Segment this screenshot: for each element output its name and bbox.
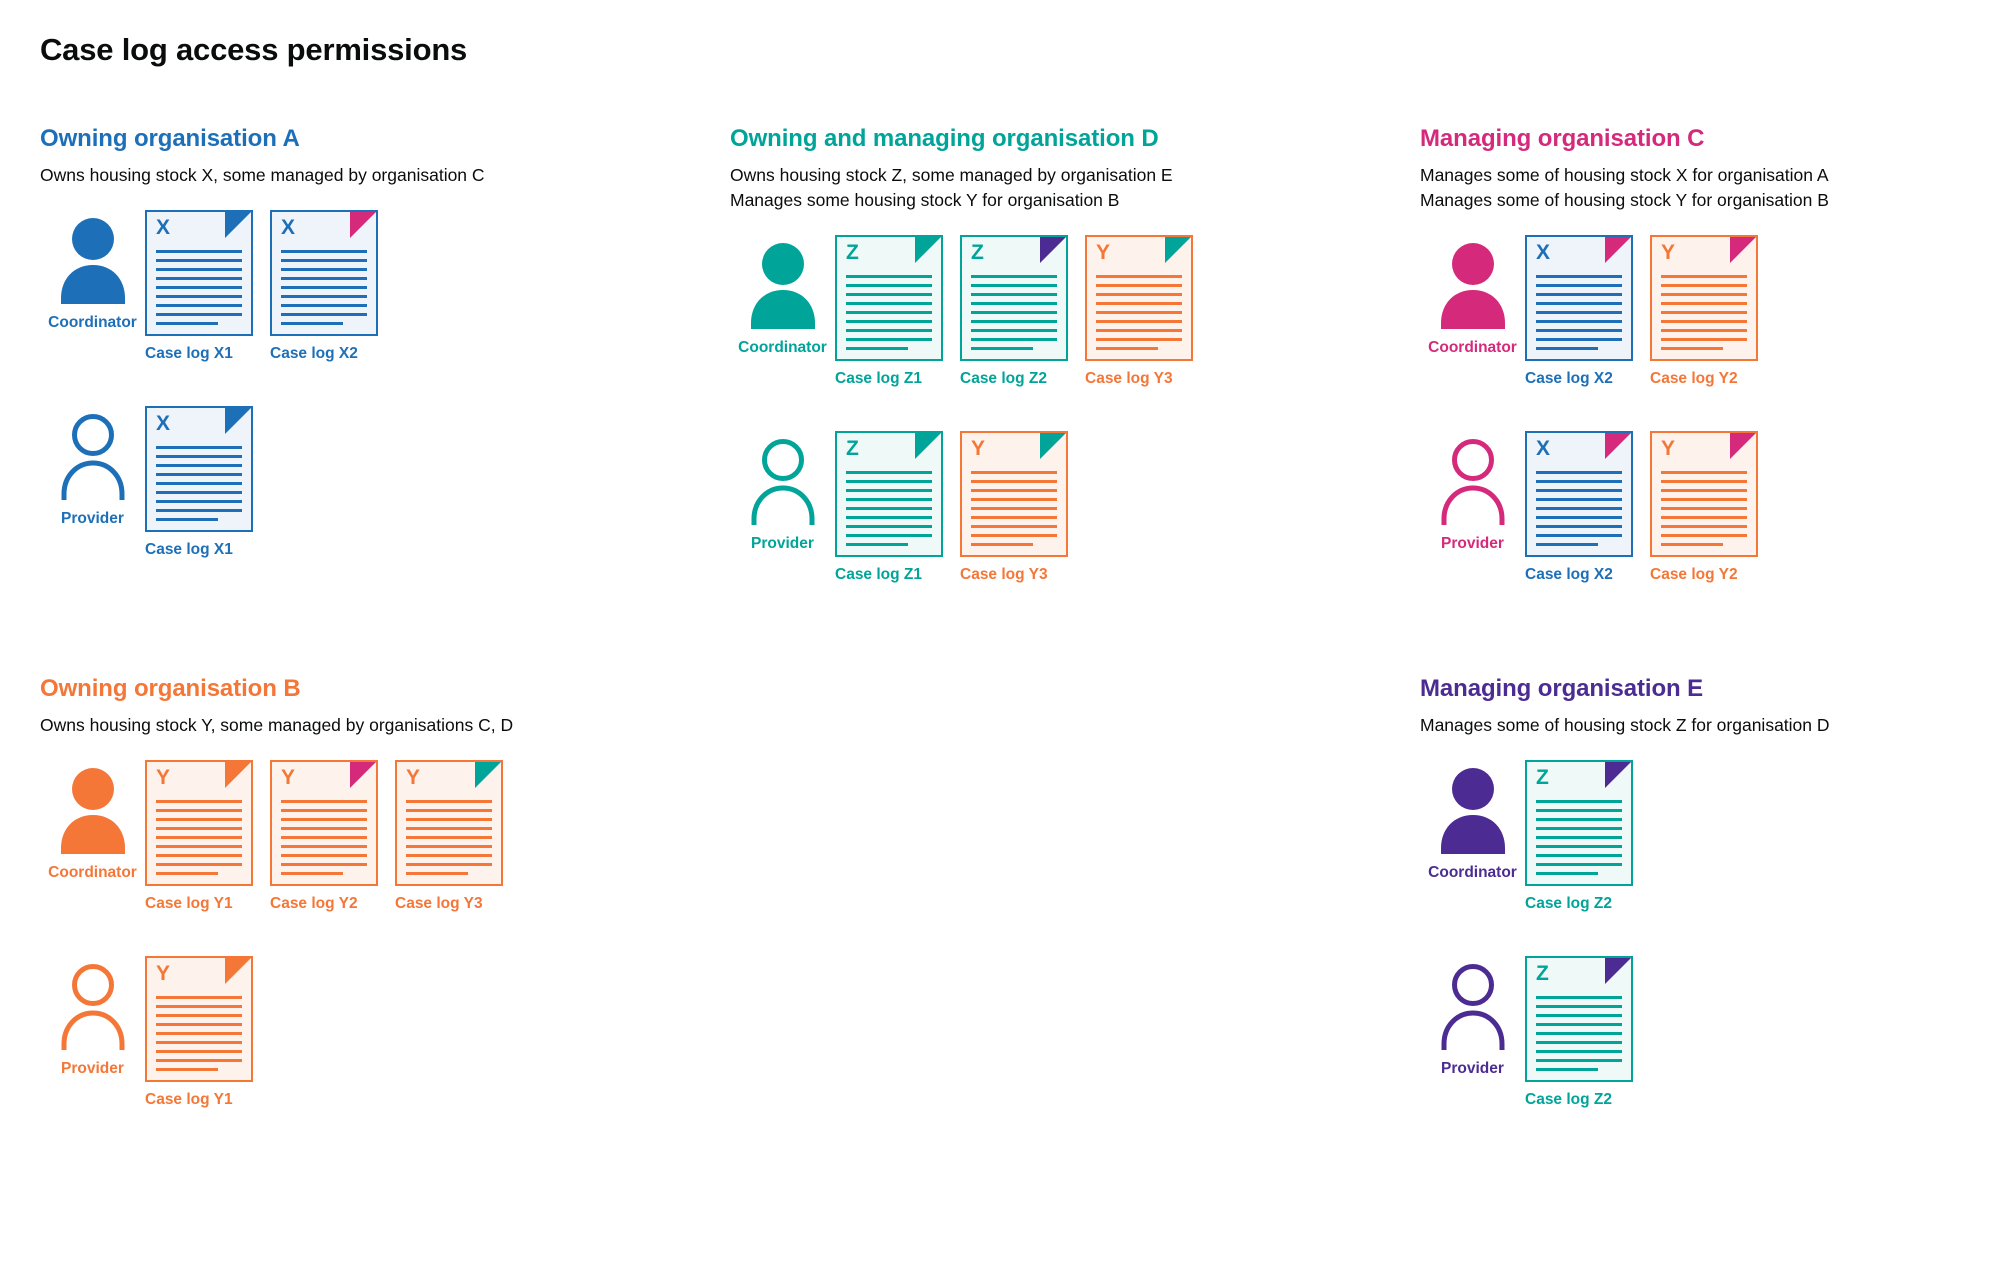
case-log-label: Case log X2	[270, 344, 358, 362]
document-text-lines	[281, 250, 367, 325]
document-text-lines	[1096, 275, 1182, 350]
role-row-coordinator	[40, 760, 730, 930]
person-provider	[1420, 956, 1525, 1078]
case-log	[145, 406, 253, 559]
organisation-title: Managing organisation C	[1420, 125, 1705, 152]
organisation-description	[1420, 713, 2000, 738]
role-row-coordinator	[1420, 235, 2000, 405]
role-row-provider	[730, 431, 1420, 601]
role-row-coordinator	[40, 210, 730, 380]
organisation-block-org-b	[40, 675, 730, 1126]
person-icon	[744, 241, 822, 329]
document-corner-fold-icon	[915, 237, 941, 263]
case-log	[145, 956, 253, 1109]
case-log	[395, 760, 503, 913]
document-text-lines	[1536, 471, 1622, 546]
case-log-document	[270, 760, 378, 886]
organisation-description-line: Manages some of housing stock X for organisation A	[1420, 165, 1829, 185]
case-log-list	[145, 760, 503, 913]
case-log-list	[145, 956, 253, 1109]
case-log-document	[835, 235, 943, 361]
case-log-list	[1525, 235, 1758, 388]
organisation-description	[730, 163, 1390, 213]
case-log	[270, 760, 378, 913]
organisation-description-line: Owns housing stock Y, some managed by organisations C, D	[40, 714, 514, 735]
person-icon	[54, 216, 132, 304]
document-corner-fold-icon	[1040, 237, 1066, 263]
case-log-list	[835, 431, 1068, 584]
document-stock-letter: Z	[1536, 961, 1549, 985]
case-log	[1525, 235, 1633, 388]
case-log-list	[145, 210, 378, 363]
document-text-lines	[971, 471, 1057, 546]
role-row-coordinator	[730, 235, 1420, 405]
document-stock-letter: Z	[971, 240, 984, 264]
role-row-provider	[40, 956, 730, 1126]
case-log	[835, 235, 943, 388]
document-stock-letter: Y	[1096, 240, 1111, 264]
case-log-label: Case log Y2	[1650, 369, 1738, 387]
person-role-label: Provider	[1441, 534, 1504, 552]
case-log-list	[835, 235, 1193, 388]
case-log-label: Case log Y2	[270, 894, 358, 912]
document-stock-letter: X	[281, 215, 296, 239]
case-log-label: Case log Z2	[1525, 1090, 1612, 1108]
person-role-label: Coordinator	[738, 338, 827, 356]
person-icon	[54, 766, 132, 854]
document-corner-fold-icon	[915, 433, 941, 459]
organisation-description	[40, 163, 700, 188]
document-text-lines	[1661, 471, 1747, 546]
case-log-document	[1650, 431, 1758, 557]
document-stock-letter: Y	[1661, 436, 1676, 460]
organisation-row-top	[40, 125, 1970, 627]
organisation-row-bottom	[40, 675, 1970, 1152]
person-role-label: Coordinator	[1428, 863, 1517, 881]
role-row-provider	[40, 406, 730, 576]
document-text-lines	[281, 800, 367, 875]
person-coordinator	[40, 760, 145, 882]
case-log	[1650, 235, 1758, 388]
document-stock-letter: Y	[406, 765, 421, 789]
case-log-label: Case log Y1	[145, 1090, 233, 1108]
organisation-title: Owning organisation A	[40, 125, 300, 152]
org-column-b	[40, 675, 730, 1152]
case-log-document	[1525, 760, 1633, 886]
case-log-document	[1085, 235, 1193, 361]
case-log-label: Case log Y1	[145, 894, 233, 912]
document-corner-fold-icon	[475, 762, 501, 788]
person-role-label: Provider	[61, 509, 124, 527]
document-text-lines	[1536, 275, 1622, 350]
case-log-list	[1525, 956, 1633, 1109]
role-row-provider	[1420, 431, 2000, 601]
case-log-document	[1525, 431, 1633, 557]
organisation-block-org-a	[40, 125, 730, 576]
person-provider	[40, 956, 145, 1078]
document-corner-fold-icon	[1605, 433, 1631, 459]
person-icon	[1434, 962, 1512, 1050]
case-log	[145, 210, 253, 363]
case-log-document	[960, 235, 1068, 361]
person-role-label: Coordinator	[48, 313, 137, 331]
person-coordinator	[1420, 235, 1525, 357]
document-corner-fold-icon	[350, 212, 376, 238]
organisation-title: Owning organisation B	[40, 674, 301, 702]
person-role-label: Provider	[61, 1059, 124, 1077]
document-text-lines	[406, 800, 492, 875]
document-text-lines	[156, 250, 242, 325]
org-column-d	[730, 125, 1420, 627]
organisation-title: Owning and managing organisation D	[730, 125, 1159, 152]
document-text-lines	[156, 996, 242, 1071]
case-log-label: Case log X1	[145, 540, 233, 558]
document-stock-letter: X	[156, 411, 171, 435]
case-log	[1525, 431, 1633, 584]
role-row-coordinator	[1420, 760, 2000, 930]
document-corner-fold-icon	[1730, 237, 1756, 263]
org-column-c	[1420, 125, 2000, 627]
case-log-document	[145, 956, 253, 1082]
case-log-label: Case log Y3	[960, 565, 1048, 583]
organisation-description	[40, 713, 700, 738]
case-log	[960, 235, 1068, 388]
case-log	[1525, 956, 1633, 1109]
document-corner-fold-icon	[225, 408, 251, 434]
document-stock-letter: X	[1536, 436, 1551, 460]
case-log-label: Case log Z1	[835, 565, 922, 583]
document-corner-fold-icon	[1730, 433, 1756, 459]
case-log-document	[145, 406, 253, 532]
person-icon	[1434, 241, 1512, 329]
document-stock-letter: X	[1536, 240, 1551, 264]
case-log-document	[1525, 956, 1633, 1082]
person-role-label: Provider	[1441, 1059, 1504, 1077]
document-corner-fold-icon	[1040, 433, 1066, 459]
person-provider	[1420, 431, 1525, 553]
person-icon	[744, 437, 822, 525]
document-stock-letter: Y	[281, 765, 296, 789]
case-log-document	[145, 210, 253, 336]
case-log-document	[835, 431, 943, 557]
document-text-lines	[156, 446, 242, 521]
person-role-label: Coordinator	[48, 863, 137, 881]
document-text-lines	[1661, 275, 1747, 350]
case-log	[270, 210, 378, 363]
case-log	[145, 760, 253, 913]
document-corner-fold-icon	[350, 762, 376, 788]
document-corner-fold-icon	[1165, 237, 1191, 263]
case-log-label: Case log Y3	[395, 894, 483, 912]
page-title: Case log access permissions	[40, 32, 468, 67]
person-coordinator	[40, 210, 145, 332]
case-log	[1650, 431, 1758, 584]
organisation-description-line: Manages some of housing stock Z for organisation D	[1420, 714, 1830, 735]
case-log-list	[1525, 431, 1758, 584]
document-text-lines	[846, 471, 932, 546]
document-text-lines	[1536, 996, 1622, 1071]
organisation-title: Managing organisation E	[1420, 674, 1704, 702]
person-coordinator	[730, 235, 835, 357]
case-log-document	[1650, 235, 1758, 361]
document-stock-letter: X	[156, 215, 171, 239]
case-log	[1525, 760, 1633, 913]
document-corner-fold-icon	[1605, 237, 1631, 263]
case-log-list	[145, 406, 253, 559]
case-log	[835, 431, 943, 584]
person-icon	[1434, 766, 1512, 854]
person-icon	[54, 412, 132, 500]
document-stock-letter: Y	[1661, 240, 1676, 264]
organisation-block-org-c	[1420, 125, 2000, 601]
case-log	[1085, 235, 1193, 388]
person-icon	[54, 962, 132, 1050]
case-log-document	[1525, 235, 1633, 361]
org-column-a	[40, 125, 730, 602]
organisation-block-org-d	[730, 125, 1420, 601]
document-stock-letter: Z	[1536, 765, 1549, 789]
person-role-label: Provider	[751, 534, 814, 552]
case-log-label: Case log Y3	[1085, 369, 1173, 387]
person-icon	[1434, 437, 1512, 525]
document-corner-fold-icon	[225, 212, 251, 238]
case-log-label: Case log Y2	[1650, 565, 1738, 583]
case-log-document	[270, 210, 378, 336]
case-log-label: Case log X2	[1525, 369, 1613, 387]
case-log-document	[395, 760, 503, 886]
document-corner-fold-icon	[1605, 958, 1631, 984]
document-stock-letter: Y	[971, 436, 986, 460]
organisation-description-line: Owns housing stock X, some managed by organisation C	[40, 165, 485, 185]
document-text-lines	[971, 275, 1057, 350]
person-coordinator	[1420, 760, 1525, 882]
organisation-description-line: Owns housing stock Z, some managed by organisation E	[730, 165, 1173, 185]
case-log	[960, 431, 1068, 584]
case-log-label: Case log Z1	[835, 369, 922, 387]
person-provider	[730, 431, 835, 553]
person-provider	[40, 406, 145, 528]
organisation-grid	[40, 125, 1970, 1152]
case-log-label: Case log X1	[145, 344, 233, 362]
document-stock-letter: Y	[156, 961, 171, 985]
document-stock-letter: Z	[846, 240, 859, 264]
organisation-description-line: Manages some of housing stock Y for organisation B	[1420, 189, 1829, 210]
document-text-lines	[156, 800, 242, 875]
document-stock-letter: Z	[846, 436, 859, 460]
organisation-description	[1420, 163, 2000, 213]
document-text-lines	[1536, 800, 1622, 875]
case-log-document	[960, 431, 1068, 557]
case-log-list	[1525, 760, 1633, 913]
org-column-e	[1420, 675, 2000, 1152]
document-text-lines	[846, 275, 932, 350]
case-log-label: Case log Z2	[960, 369, 1047, 387]
role-row-provider	[1420, 956, 2000, 1126]
organisation-block-org-e	[1420, 675, 2000, 1126]
case-log-label: Case log Z2	[1525, 894, 1612, 912]
document-corner-fold-icon	[225, 762, 251, 788]
case-log-document	[145, 760, 253, 886]
person-role-label: Coordinator	[1428, 338, 1517, 356]
case-log-label: Case log X2	[1525, 565, 1613, 583]
document-corner-fold-icon	[1605, 762, 1631, 788]
document-corner-fold-icon	[225, 958, 251, 984]
document-stock-letter: Y	[156, 765, 171, 789]
organisation-description-line: Manages some housing stock Y for organisation B	[730, 189, 1120, 210]
